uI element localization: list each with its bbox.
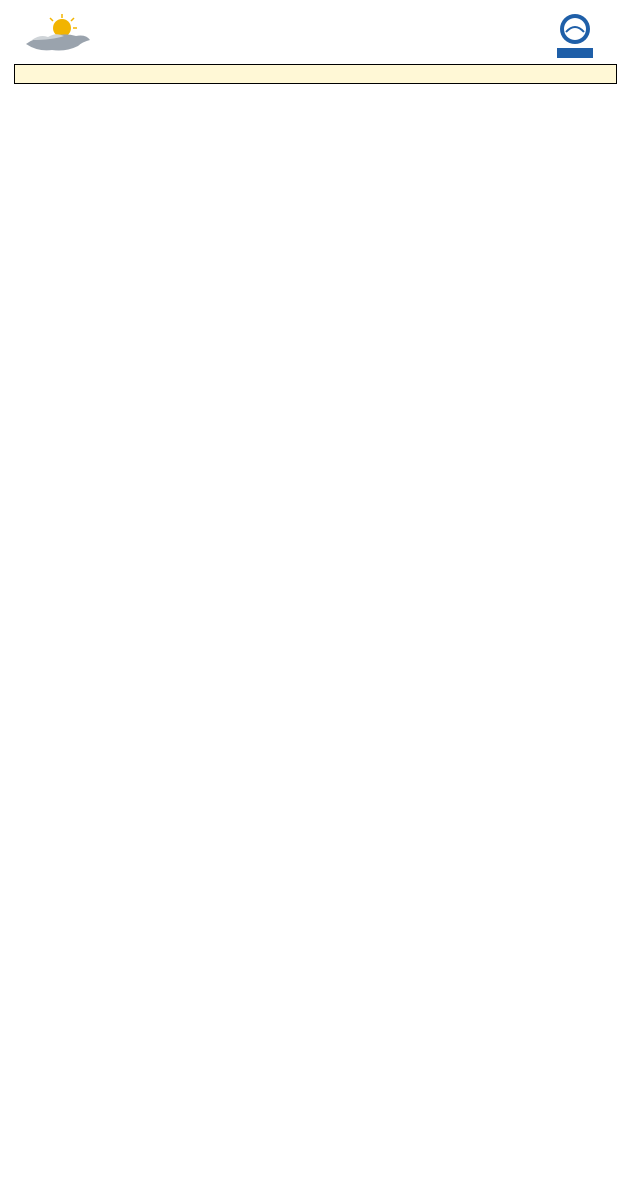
validity-banner <box>14 64 617 84</box>
cyprus-map-sun-logo-icon <box>22 10 92 58</box>
page-header <box>0 0 631 62</box>
iso-certification-logo-icon <box>554 12 596 60</box>
